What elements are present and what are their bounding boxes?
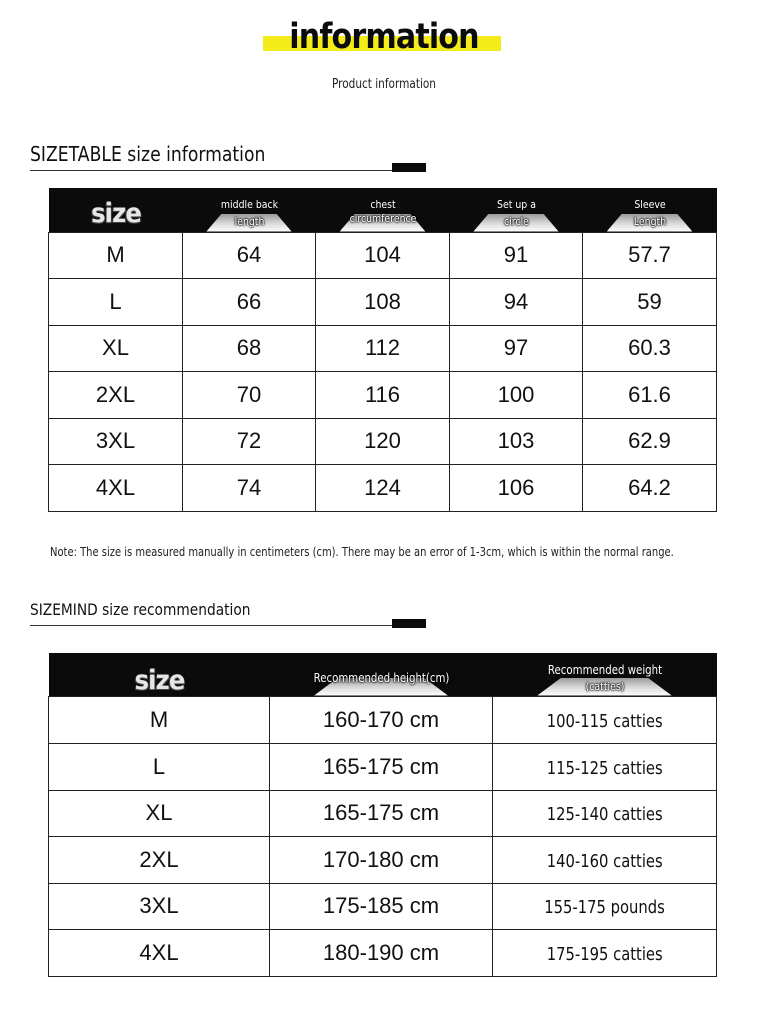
size-recommendation-rule-block <box>392 619 426 628</box>
header-text: Recommended height(cm) <box>313 671 449 685</box>
size-column-header <box>49 188 183 232</box>
header-top-text: Sleeve <box>633 198 666 211</box>
size-recommendation-table <box>48 653 717 977</box>
height-cell: 180-190 cm <box>270 929 493 976</box>
table-row <box>49 325 717 371</box>
page-title: information <box>289 17 479 57</box>
header-top-text: chest <box>369 198 396 211</box>
table-row <box>49 696 717 743</box>
size-table-rule-block <box>392 163 426 172</box>
size-table-header-row <box>49 188 717 232</box>
size-cell: M <box>49 232 183 278</box>
value-cell: 97 <box>450 325 583 371</box>
column-header-chest <box>316 188 450 232</box>
size-table <box>48 188 717 512</box>
weight-cell <box>493 743 717 790</box>
size-cell: XL <box>49 790 270 836</box>
table-row <box>49 929 717 976</box>
value-cell: 62.9 <box>583 418 717 464</box>
measurement-note: Note: The size is measured manually in centimeters (cm). There may be an error of 1-3cm, which is within the normal range. <box>50 545 674 559</box>
value-cell: 74 <box>183 464 316 511</box>
weight-cell <box>493 790 717 836</box>
weight-cell <box>493 836 717 883</box>
weight-value: 155-175 pounds <box>544 897 665 918</box>
size-cell: 4XL <box>49 464 183 511</box>
size-table-rule <box>30 170 392 171</box>
value-cell: 108 <box>316 278 450 325</box>
column-header-back-length <box>183 188 316 232</box>
value-cell: 103 <box>450 418 583 464</box>
page-subtitle: Product information <box>331 77 436 92</box>
table-row <box>49 371 717 418</box>
table-row <box>49 418 717 464</box>
header-bottom-text: length <box>234 215 264 228</box>
table-row <box>49 790 717 836</box>
value-cell: 60.3 <box>583 325 717 371</box>
header-bottom-text: Length <box>633 215 666 228</box>
height-cell: 165-175 cm <box>270 743 493 790</box>
size-cell: XL <box>49 325 183 371</box>
weight-cell <box>493 929 717 976</box>
page-header <box>0 14 768 64</box>
table-row <box>49 464 717 511</box>
value-cell: 106 <box>450 464 583 511</box>
value-cell: 64.2 <box>583 464 717 511</box>
value-cell: 112 <box>316 325 450 371</box>
value-cell: 104 <box>316 232 450 278</box>
column-header-sleeve <box>583 188 717 232</box>
header-top-text: Recommended weight <box>547 663 662 677</box>
value-cell: 94 <box>450 278 583 325</box>
value-cell: 100 <box>450 371 583 418</box>
weight-value: 140-160 catties <box>546 850 663 872</box>
table-row <box>49 743 717 790</box>
weight-cell <box>493 883 717 929</box>
table-row <box>49 232 717 278</box>
value-cell: 68 <box>183 325 316 371</box>
value-cell: 116 <box>316 371 450 418</box>
value-cell: 59 <box>583 278 717 325</box>
weight-cell <box>493 696 717 743</box>
value-cell: 61.6 <box>583 371 717 418</box>
column-header-circle <box>450 188 583 232</box>
value-cell: 120 <box>316 418 450 464</box>
size-cell: L <box>49 278 183 325</box>
value-cell: 64 <box>183 232 316 278</box>
header-bottom-text: (catties) <box>585 680 624 693</box>
size-cell: M <box>49 696 270 743</box>
value-cell: 91 <box>450 232 583 278</box>
weight-value: 100-115 catties <box>546 710 663 732</box>
value-cell: 124 <box>316 464 450 511</box>
column-header-weight <box>493 653 717 696</box>
header-bottom-text: circumference <box>349 212 416 225</box>
header-top-text: middle back <box>220 198 278 211</box>
recommendation-header-row <box>49 653 717 696</box>
size-cell: 2XL <box>49 371 183 418</box>
value-cell: 70 <box>183 371 316 418</box>
height-cell: 170-180 cm <box>270 836 493 883</box>
height-cell: 175-185 cm <box>270 883 493 929</box>
size-table-heading: SIZETABLE size information <box>30 142 266 166</box>
size-column-header <box>49 653 270 696</box>
height-cell: 160-170 cm <box>270 696 493 743</box>
size-cell: 2XL <box>49 836 270 883</box>
weight-value: 175-195 catties <box>546 943 663 965</box>
size-recommendation-heading: SIZEMIND size recommendation <box>30 600 251 619</box>
size-cell: 4XL <box>49 929 270 976</box>
size-recommendation-rule <box>30 625 392 626</box>
size-cell: 3XL <box>49 883 270 929</box>
weight-value: 125-140 catties <box>546 804 663 825</box>
header-bottom-text: circle <box>503 215 529 228</box>
value-cell: 57.7 <box>583 232 717 278</box>
height-cell: 165-175 cm <box>270 790 493 836</box>
value-cell: 72 <box>183 418 316 464</box>
size-label: size <box>90 198 141 229</box>
weight-value: 115-125 catties <box>546 757 663 779</box>
size-cell: 3XL <box>49 418 183 464</box>
size-label: size <box>134 665 184 696</box>
size-cell: L <box>49 743 270 790</box>
header-top-text: Set up a <box>496 198 536 211</box>
table-row <box>49 883 717 929</box>
table-row <box>49 278 717 325</box>
value-cell: 66 <box>183 278 316 325</box>
table-row <box>49 836 717 883</box>
column-header-height <box>270 653 493 696</box>
